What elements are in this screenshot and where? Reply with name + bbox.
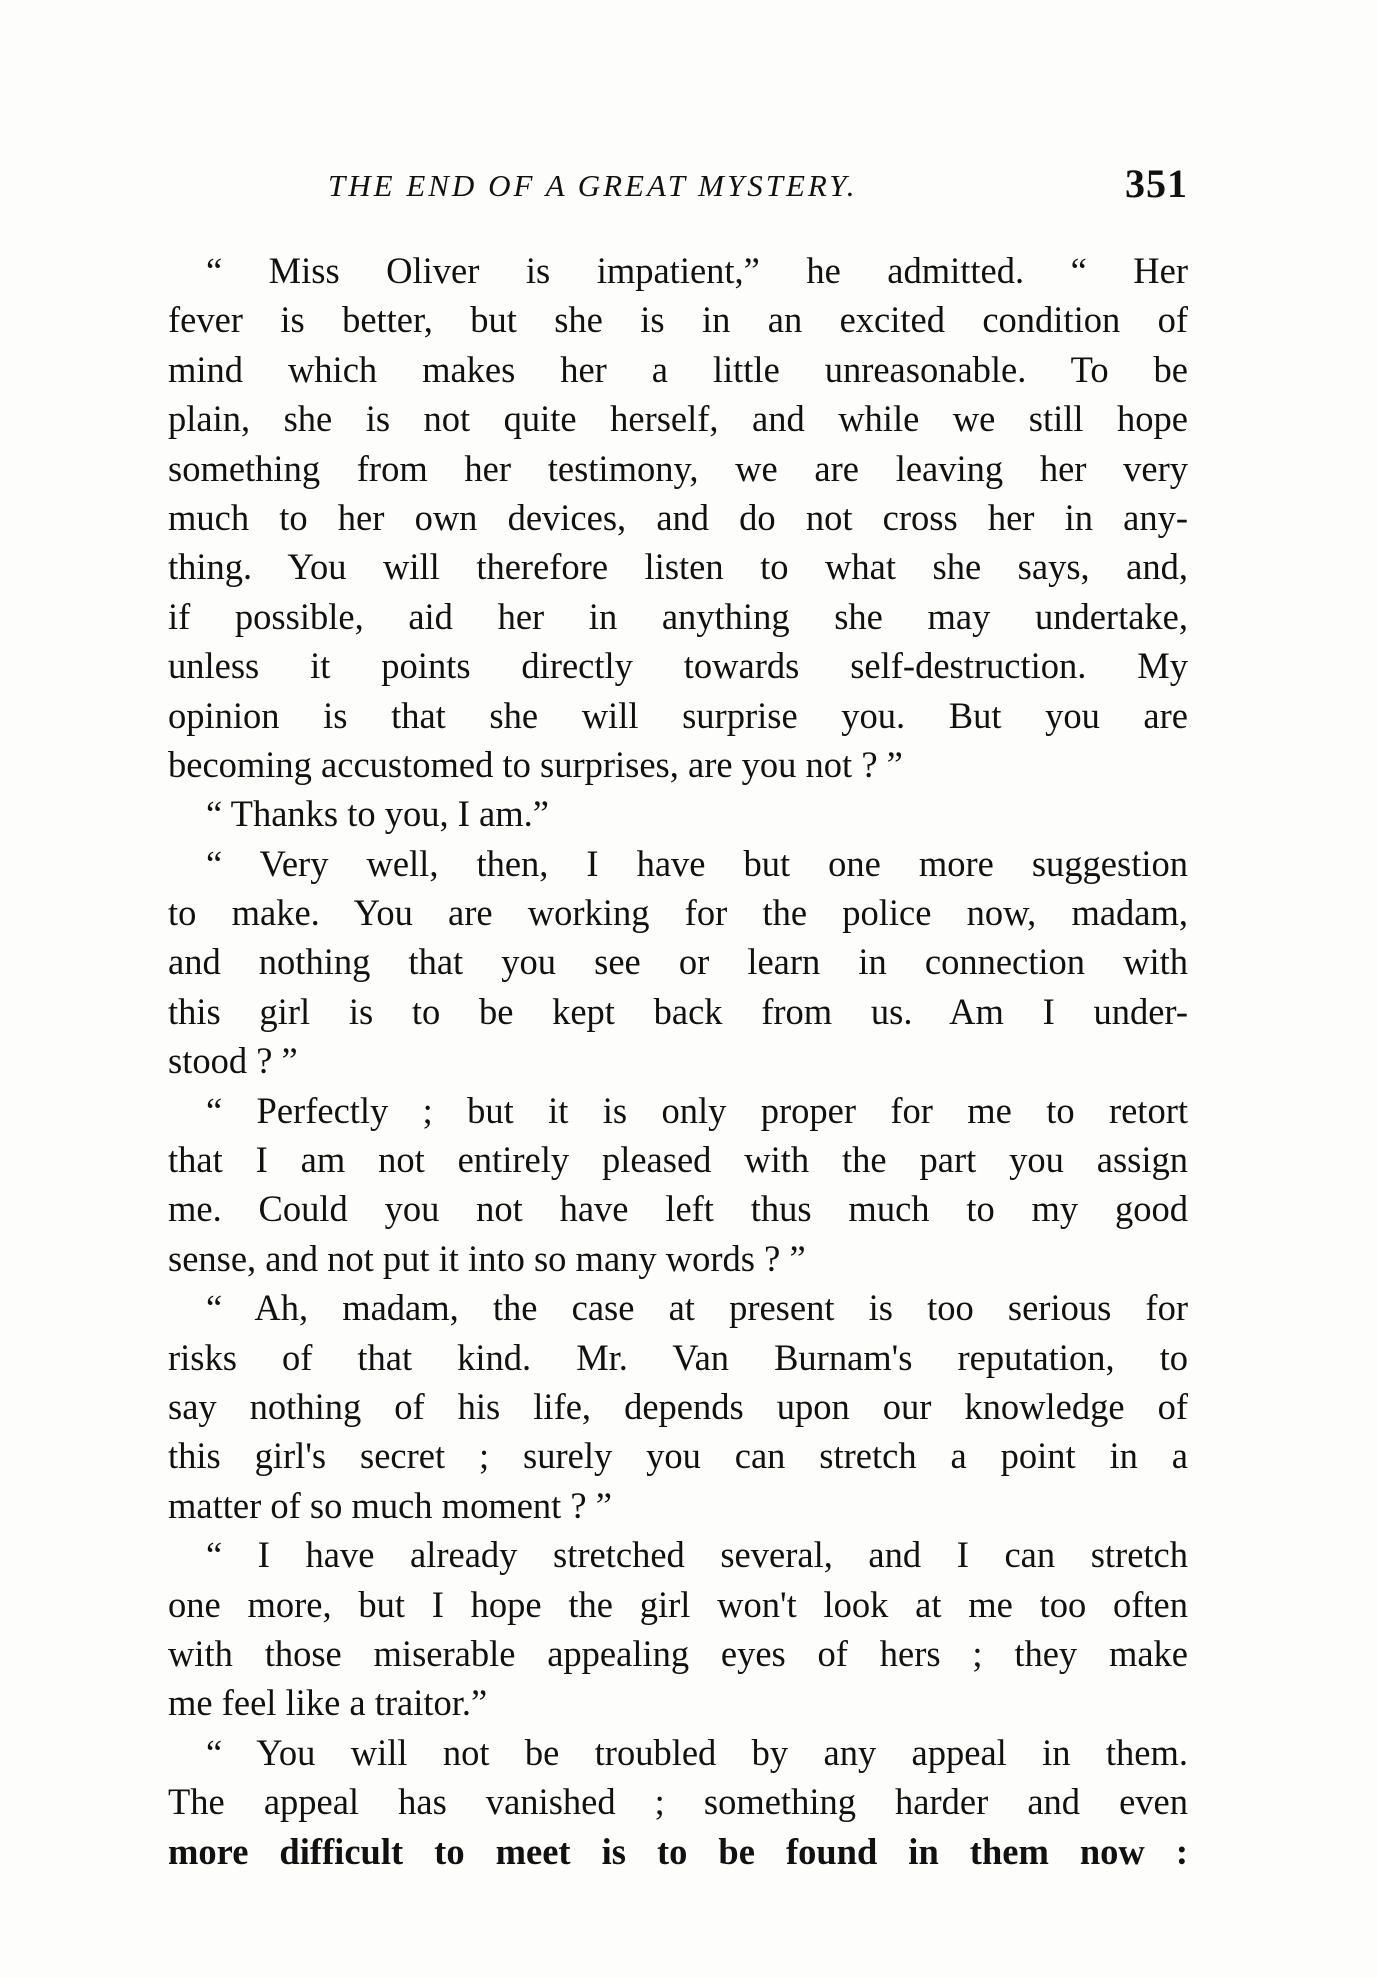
body-text xyxy=(168,246,1188,1876)
text-line: stood ? ” xyxy=(168,1040,298,1082)
text-line: thing. You will therefore listen to what she says, and, xyxy=(168,546,1188,588)
text-line: mind which makes her a little unreasonable. To be xyxy=(168,348,1188,390)
text-line: sense, and not put it into so many words ? ” xyxy=(168,1237,806,1279)
text-line: if possible, aid her in anything she may undertake, xyxy=(168,595,1188,637)
text-line: becoming accustomed to surprises, are you not ? ” xyxy=(168,743,903,785)
text-line: “ Miss Oliver is impatient,” he admitted. “ Her xyxy=(206,250,1188,291)
text-line: one more, but I hope the girl won't look at me too often xyxy=(168,1583,1188,1625)
text-line: say nothing of his life, depends upon our knowledge of xyxy=(168,1385,1188,1427)
page-number: 351 xyxy=(1125,161,1188,206)
text-line: “ Thanks to you, I am.” xyxy=(206,793,549,835)
text-line: and nothing that you see or learn in connection with xyxy=(168,941,1188,983)
text-line: “ Very well, then, I have but one more suggestion xyxy=(206,842,1188,884)
text-line: opinion is that she will surprise you. But you are xyxy=(168,694,1188,736)
text-line: to make. You are working for the police now, madam, xyxy=(168,892,1188,934)
text-line: unless it points directly towards self-destruction. My xyxy=(168,645,1188,687)
text-line: “ Ah, madam, the case at present is too serious for xyxy=(206,1287,1188,1329)
text-line: risks of that kind. Mr. Van Burnam's reputation, to xyxy=(168,1336,1188,1378)
text-line: “ You will not be troubled by any appeal in them. xyxy=(206,1731,1188,1773)
text-line: me feel like a traitor.” xyxy=(168,1682,488,1724)
text-line: plain, she is not quite herself, and while we still hope xyxy=(168,398,1188,440)
text-line: matter of so much moment ? ” xyxy=(168,1484,612,1526)
text-line: more difficult to meet is to be found in them now : xyxy=(168,1830,1188,1872)
chapter-title: THE END OF A GREAT MYSTERY. xyxy=(328,168,858,203)
text-line: The appeal has vanished ; something harder and even xyxy=(168,1781,1188,1823)
text-line: this girl's secret ; surely you can stretch a point in a xyxy=(168,1435,1188,1477)
running-head xyxy=(168,160,1188,230)
text-line: much to her own devices, and do not cross her in any- xyxy=(168,496,1188,538)
text-line: “ I have already stretched several, and I can stretch xyxy=(206,1534,1188,1576)
text-line: fever is better, but she is in an excited condition of xyxy=(168,299,1188,341)
text-line: me. Could you not have left thus much to my good xyxy=(168,1188,1188,1230)
text-line: that I am not entirely pleased with the part you assign xyxy=(168,1139,1188,1181)
text-line: with those miserable appealing eyes of hers ; they make xyxy=(168,1632,1188,1674)
text-line: something from her testimony, we are leaving her very xyxy=(168,447,1188,489)
text-line: “ Perfectly ; but it is only proper for me to retort xyxy=(206,1089,1188,1131)
text-line: this girl is to be kept back from us. Am I under- xyxy=(168,990,1188,1032)
